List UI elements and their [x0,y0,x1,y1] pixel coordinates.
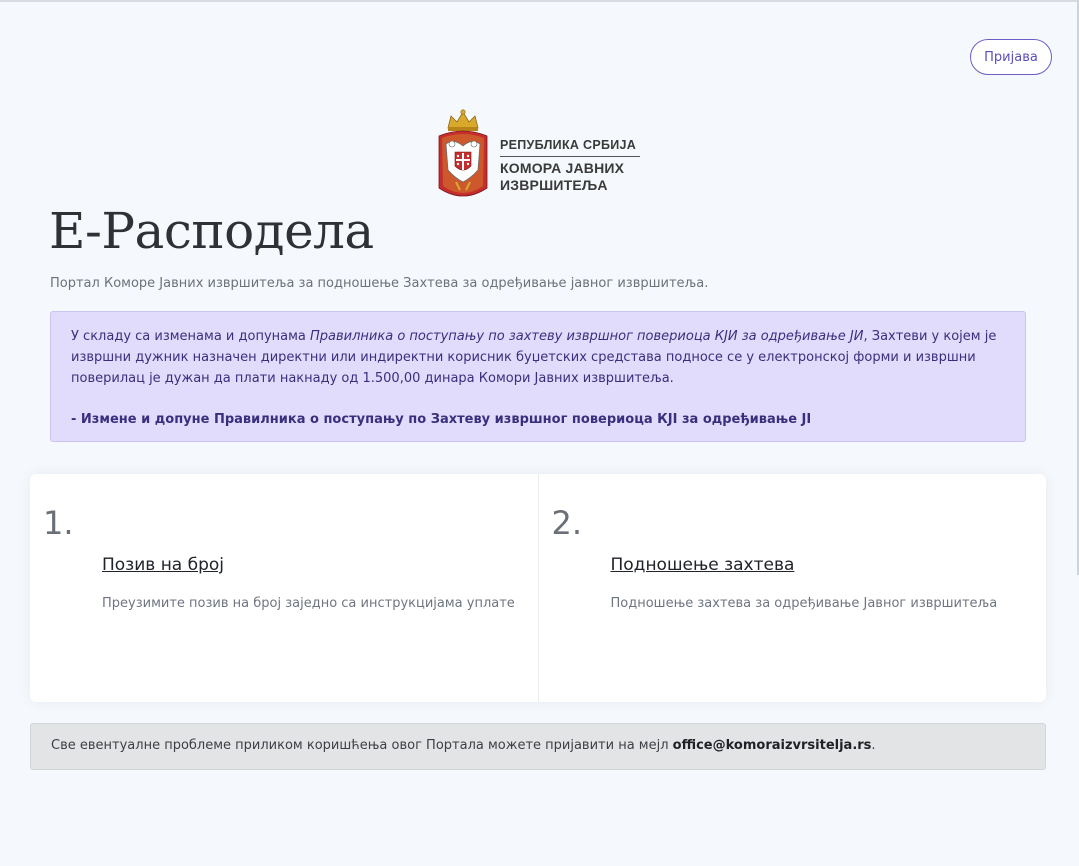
support-text: Све евентуалне проблеме приликом коришћења овог Портала можете пријавити на мејл [51,738,673,753]
steps-panel [30,474,1046,702]
page-subtitle: Портал Коморе Јавних извршитеља за подношење Захтева за одређивање јавног извршитеља. [50,276,709,291]
logo-line-executors: ИЗВРШИТЕЉА [500,177,608,193]
notice-regulation-name: Правилника о поступању по захтеву извршног повериоца КЈИ за одређивање ЈИ [310,329,864,344]
top-border [0,0,1079,2]
logo-line-chamber: КОМОРА ЈАВНИХ [500,160,625,176]
login-button[interactable]: Пријава [970,39,1052,75]
page-title: Е-Расподела [49,202,374,260]
notice-text-after: , Захтеви у којем је извршни дужник назначен директни или индиректни корисник буџетских средстава подносе се у електронској форми и извршни поверилац је дужан да плати накнаду од 1.500,00 динара Комори Јавних извршитеља. [71,329,997,386]
step-description: Преузимите позив на број заједно са инструкцијама уплате [102,596,515,611]
support-notice [30,723,1046,770]
step-description: Подношење захтева за одређивање Јавног извршитеља [610,596,998,611]
notice-text [71,326,1005,389]
notice-text-before: У складу са изменама и допунама [71,329,311,344]
step-number: 2. [551,504,583,542]
payment-reference-link[interactable]: Позив на број [102,555,225,575]
regulation-amendments-link[interactable]: - Измене и допуне Правилника о поступању по Захтеву извршног повериоца КЈI за одређивање ЈI [71,412,812,427]
submit-request-link[interactable]: Подношење захтева [610,555,795,575]
step-card-submit-request [538,474,1047,702]
step-number: 1. [43,504,74,542]
info-notice [50,311,1026,442]
logo-line-republic: РЕПУБЛИКА СРБИЈА [500,138,637,152]
logo-rule [500,156,640,157]
support-email: office@komoraizvrsitelja.rs [672,738,872,753]
step-card-payment-reference [30,474,538,702]
support-suffix: . [871,738,876,753]
logo-text [500,138,640,194]
chamber-logo [436,108,646,206]
serbian-coat-of-arms-icon [436,108,490,206]
